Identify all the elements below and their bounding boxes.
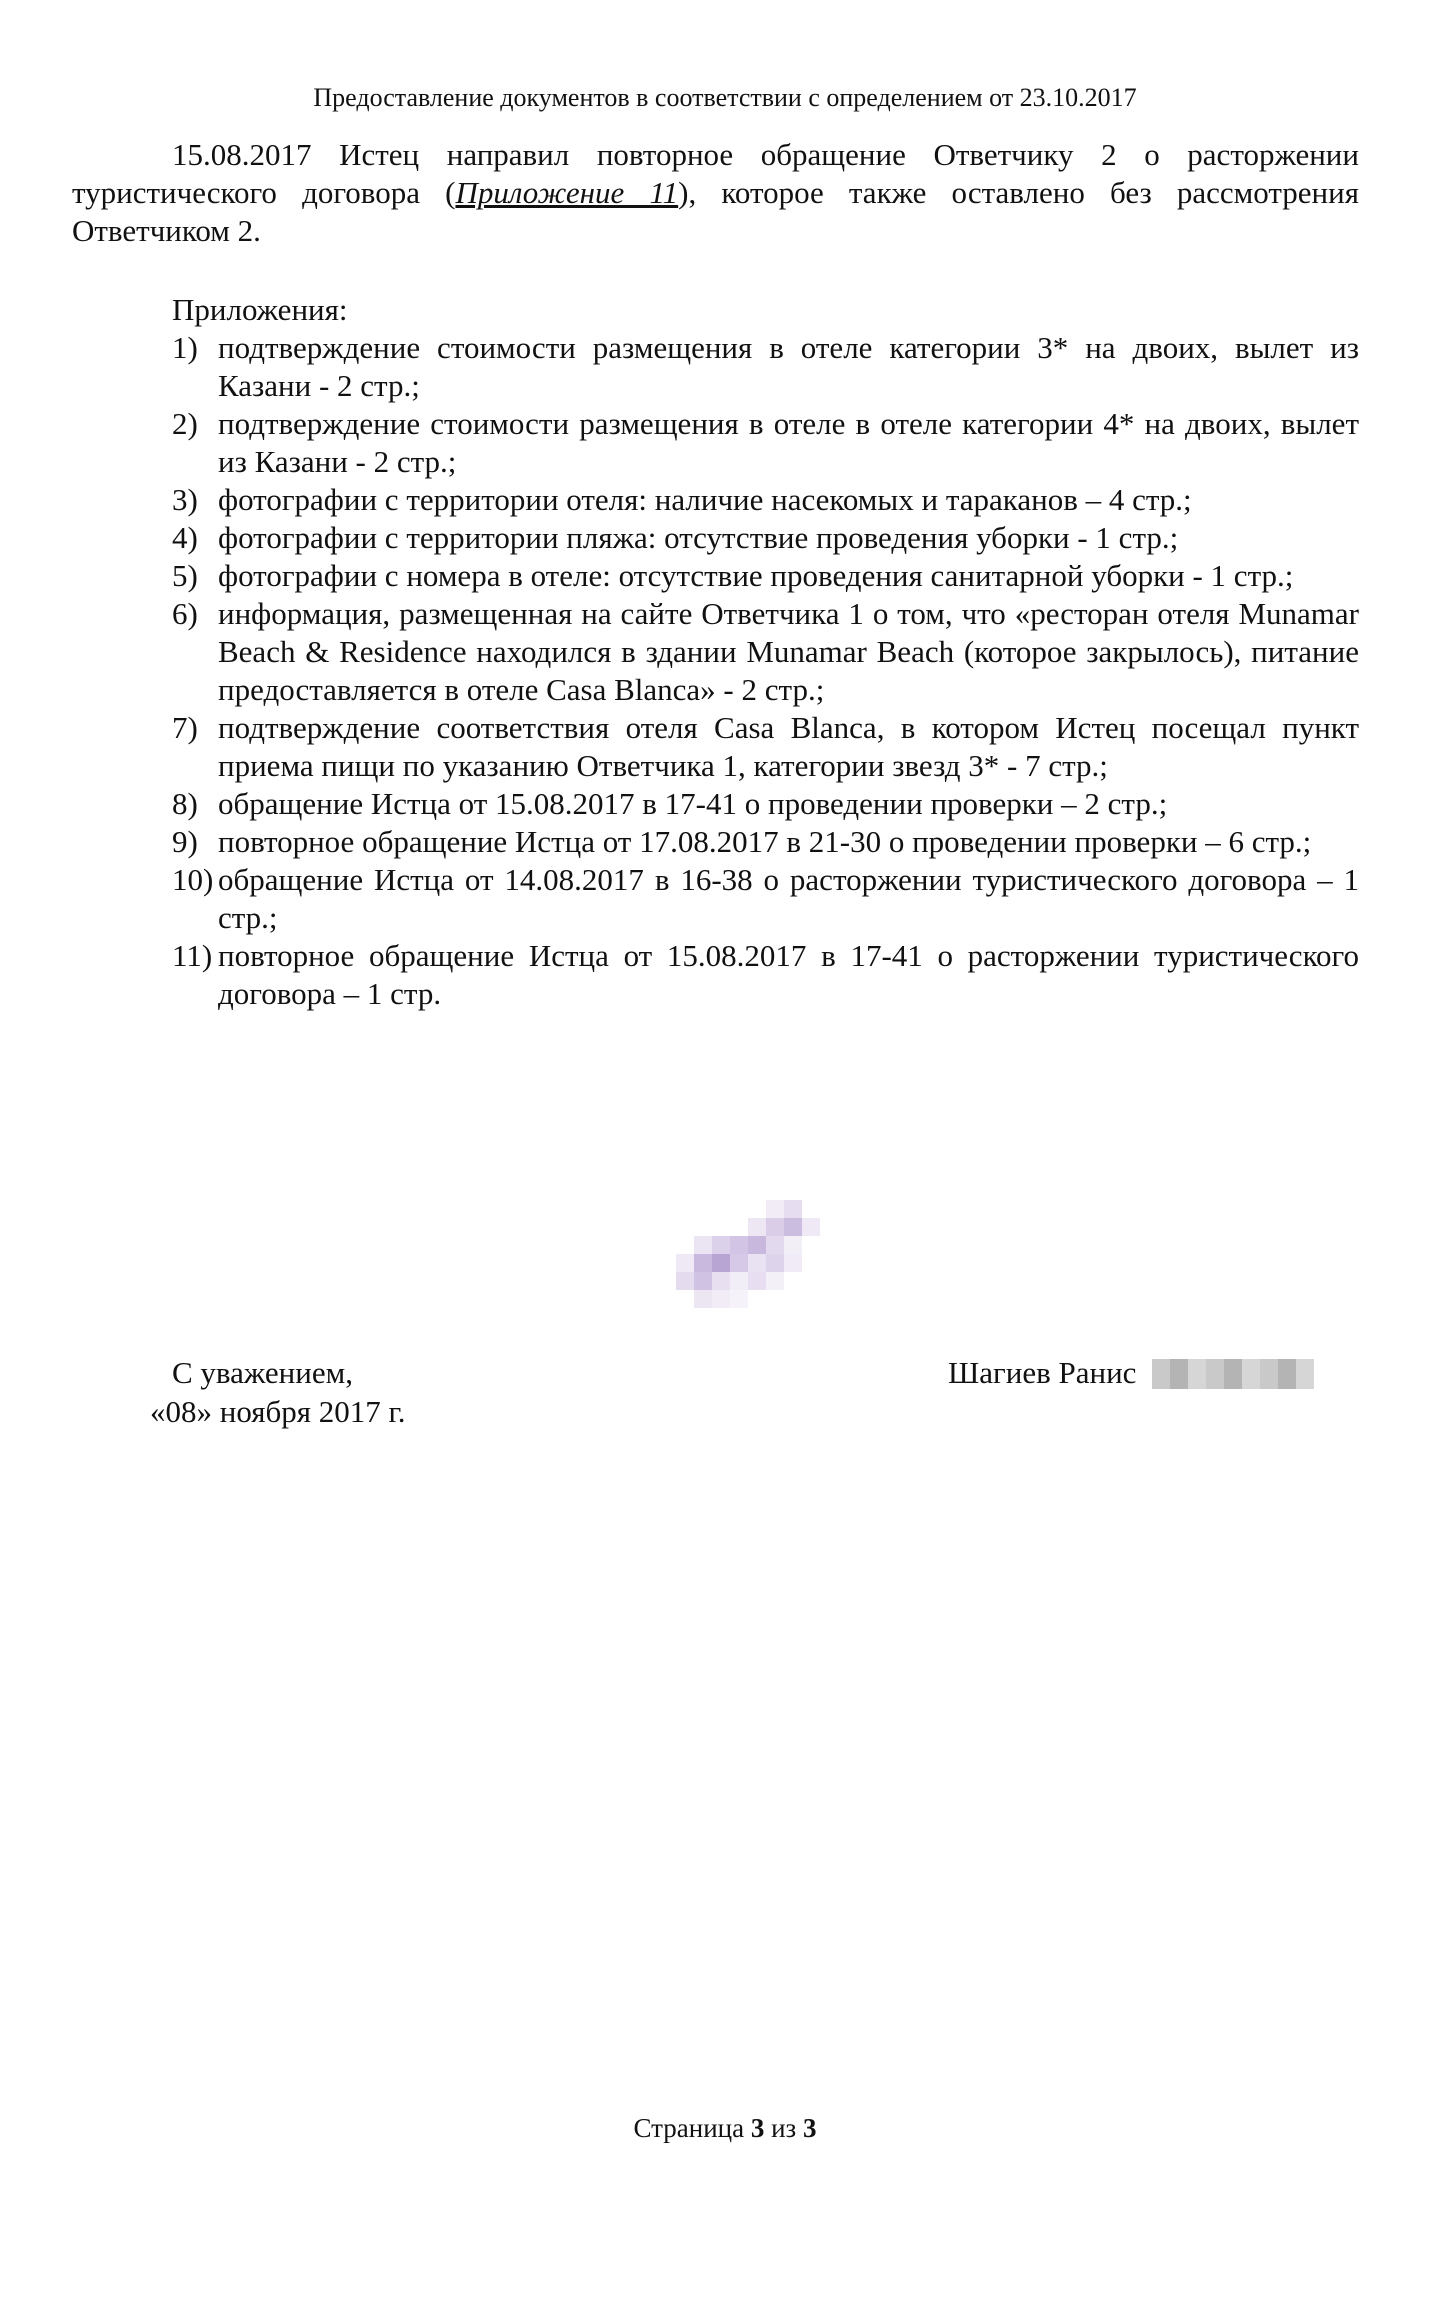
body-paragraph — [72, 136, 1359, 250]
current-page-number: 3 — [750, 2113, 765, 2143]
appendices-list — [172, 329, 1359, 1013]
appendix-item — [172, 519, 1359, 557]
redacted-surname — [1152, 1359, 1314, 1389]
appendix-text: фотографии с территории пляжа: отсутствие проведения уборки - 1 стр.; — [218, 520, 1179, 555]
appendix-number: 9) — [172, 824, 198, 859]
document-header: Предоставление документов в соответствии с определением от 23.10.2017 — [313, 83, 1137, 112]
appendix-item — [172, 557, 1359, 595]
appendix-number: 8) — [172, 786, 198, 821]
appendix-text: повторное обращение Истца от 17.08.2017 в 21-30 о проведении проверки – 6 стр.; — [218, 824, 1312, 859]
appendix-item — [172, 861, 1359, 937]
appendices-title: Приложения: — [172, 292, 348, 327]
appendix-text: подтверждение стоимости размещения в отеле категории 3* на двоих, вылет из Казани - 2 стр.; — [218, 330, 1359, 403]
total-pages: 3 — [802, 2113, 817, 2143]
appendix-reference: Приложение 11 — [455, 175, 679, 210]
signature-image-pixelated — [676, 1180, 856, 1380]
appendix-number: 7) — [172, 710, 198, 745]
appendix-item — [172, 481, 1359, 519]
paragraph-text-after: ), которое также оставлено без рассмотрения Ответчиком 2. — [72, 175, 1359, 248]
page-footer — [0, 2112, 1450, 2144]
appendix-number: 5) — [172, 558, 198, 593]
appendix-item — [172, 329, 1359, 405]
appendix-text: обращение Истца от 15.08.2017 в 17-41 о проведении проверки – 2 стр.; — [218, 786, 1168, 821]
appendix-item — [172, 595, 1359, 709]
signer-name: Шагиев Ранис — [948, 1355, 1137, 1390]
appendix-number: 10) — [172, 862, 214, 897]
appendix-text: информация, размещенная на сайте Ответчика 1 о том, что «ресторан отеля Munamar Beach & Residence находился в здании Munamar Beach (которое закрылось), питание предоставляется в отеле Casa Blanca» - 2 стр.; — [218, 596, 1359, 707]
appendix-text: обращение Истца от 14.08.2017 в 16-38 о расторжении туристического договора – 1 стр.; — [218, 862, 1359, 935]
appendix-text: фотографии с номера в отеле: отсутствие проведения санитарной уборки - 1 стр.; — [218, 558, 1294, 593]
appendix-item — [172, 405, 1359, 481]
appendix-number: 6) — [172, 596, 198, 631]
appendix-item — [172, 785, 1359, 823]
page-label: Страница — [633, 2113, 745, 2143]
appendix-number: 4) — [172, 520, 198, 555]
appendix-number: 2) — [172, 406, 198, 441]
appendix-number: 11) — [172, 938, 213, 973]
appendix-number: 1) — [172, 330, 198, 365]
appendix-text: фотографии с территории отеля: наличие насекомых и тараканов – 4 стр.; — [218, 482, 1192, 517]
signature-date: «08» ноября 2017 г. — [150, 1394, 406, 1429]
appendix-item — [172, 823, 1359, 861]
appendix-text: подтверждение стоимости размещения в отеле в отеле категории 4* на двоих, вылет из Казани - 2 стр.; — [218, 406, 1359, 479]
appendix-text: подтверждение соответствия отеля Casa Blanca, в котором Истец посещал пункт приема пищи по указанию Ответчика 1, категории звезд 3* - 7 стр.; — [218, 710, 1359, 783]
closing-text: С уважением, — [172, 1355, 353, 1390]
appendix-item — [172, 709, 1359, 785]
paragraph-text-before: 15.08.2017 Истец направил повторное обращение Ответчику 2 о расторжении туристического договора ( — [72, 137, 1359, 210]
appendix-number: 3) — [172, 482, 198, 517]
appendix-item — [172, 937, 1359, 1013]
appendix-text: повторное обращение Истца от 15.08.2017 в 17-41 о расторжении туристического договора – 1 стр. — [218, 938, 1359, 1011]
of-label: из — [771, 2113, 797, 2143]
